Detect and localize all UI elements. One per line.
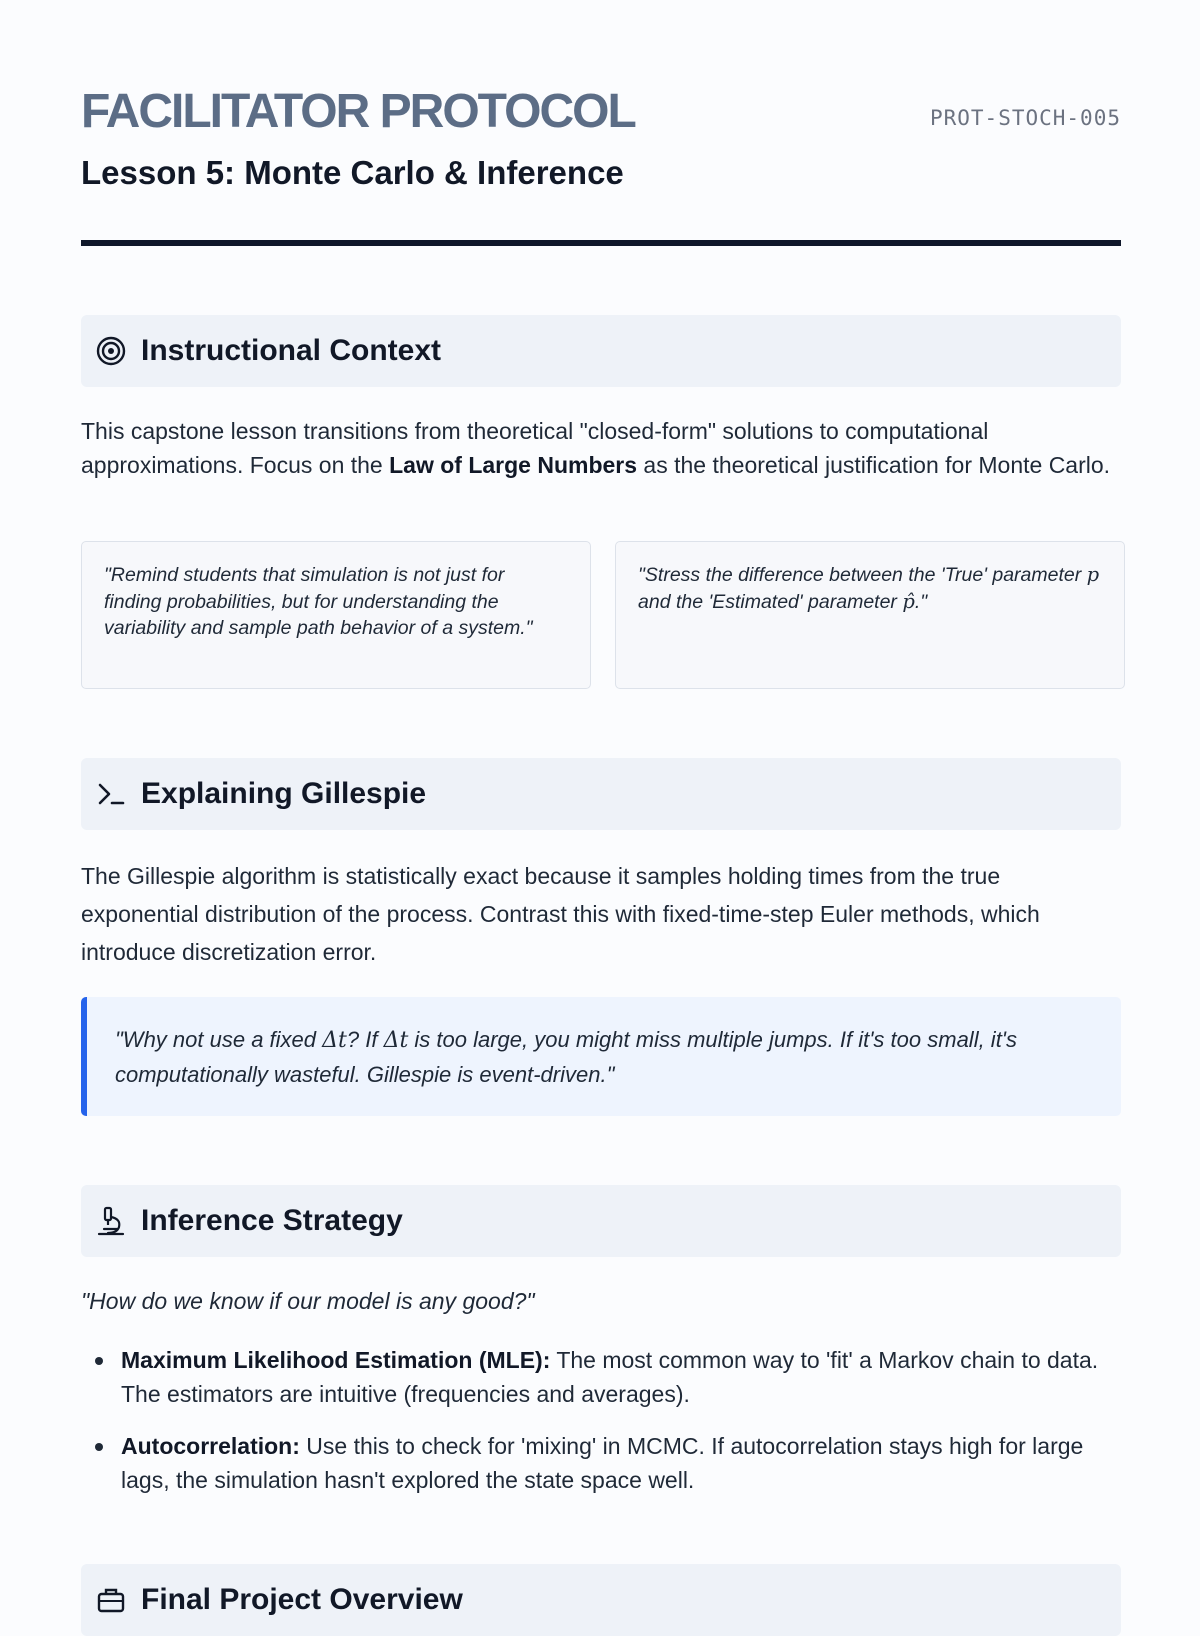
section-header-final-project: [81, 1564, 1121, 1636]
math-delta-t: Δt: [383, 1028, 409, 1053]
bullet-dot: [95, 1357, 103, 1365]
bullet-text: The most common way to 'fit' a Markov chain to data. The estimators are intuitive (frequencies and averages).: [121, 1347, 1099, 1407]
quote-card-parameters: [615, 541, 1125, 689]
terminal-icon: [95, 778, 127, 810]
document-title: FACILITATOR PROTOCOL: [81, 85, 635, 138]
section-title: Instructional Context: [141, 334, 442, 367]
bullet-text: Use this to check for 'mixing' in MCMC. If autocorrelation stays high for large lags, the simulation hasn't explored the state space well.: [121, 1433, 1084, 1493]
section-title: Inference Strategy: [141, 1204, 403, 1237]
context-paragraph: [81, 415, 1121, 482]
callout-accent-bar: [81, 997, 87, 1116]
list-item: [81, 1343, 1121, 1411]
quote-text-2: and the 'Estimated' parameter: [638, 590, 903, 613]
target-icon: [95, 335, 127, 367]
callout-text-3: is too large, you might miss multiple jumps. If it's too small, it's computationally wasteful. Gillespie is event-driven.": [115, 1027, 1018, 1087]
math-delta-t: Δt: [322, 1028, 347, 1053]
context-text-2: as the theoretical justification for Monte Carlo.: [637, 451, 1111, 478]
bullet-term: Autocorrelation:: [121, 1433, 300, 1459]
callout-text-1: "Why not use a fixed: [115, 1027, 323, 1052]
list-item: [81, 1429, 1121, 1497]
quote-text: "Remind students that simulation is not just for finding probabilities, but for understanding the variability and sample path behavior of a system.": [104, 564, 533, 639]
header-divider: [81, 240, 1121, 246]
section-title: Explaining Gillespie: [141, 777, 427, 810]
bullet-term: Maximum Likelihood Estimation (MLE):: [121, 1347, 551, 1373]
quote-text-1: "Stress the difference between the 'True' parameter: [638, 564, 1087, 586]
context-text-1: This capstone lesson transitions from theoretical "closed-form" solutions to computational approximations. Focus on the: [81, 418, 989, 478]
inference-list: [81, 1343, 1121, 1515]
section-header-inference-strategy: [81, 1185, 1121, 1257]
bullet-dot: [95, 1443, 103, 1451]
gillespie-callout: [81, 997, 1121, 1116]
microscope-icon: [95, 1205, 127, 1237]
document-id: PROT-STOCH-005: [929, 106, 1121, 130]
callout-text: [115, 1023, 1095, 1092]
briefcase-icon: [95, 1584, 127, 1616]
context-bold-term: Law of Large Numbers: [389, 451, 638, 478]
section-title: Final Project Overview: [141, 1583, 463, 1616]
callout-text-2: ? If: [346, 1027, 384, 1052]
quote-card-simulation: [81, 541, 591, 689]
quote-text-3: .": [914, 590, 928, 613]
math-p: p: [1086, 563, 1100, 586]
section-header-explaining-gillespie: [81, 758, 1121, 830]
inference-question: "How do we know if our model is any good?": [81, 1288, 535, 1314]
section-header-instructional-context: [81, 315, 1121, 387]
lesson-title: Lesson 5: Monte Carlo & Inference: [81, 154, 624, 191]
math-p-hat: p̂: [902, 589, 915, 613]
gillespie-paragraph: The Gillespie algorithm is statistically exact because it samples holding times from the true exponential distribution of the process. Contrast this with fixed-time-step Euler methods, which introduce discretization error.: [81, 863, 1040, 965]
